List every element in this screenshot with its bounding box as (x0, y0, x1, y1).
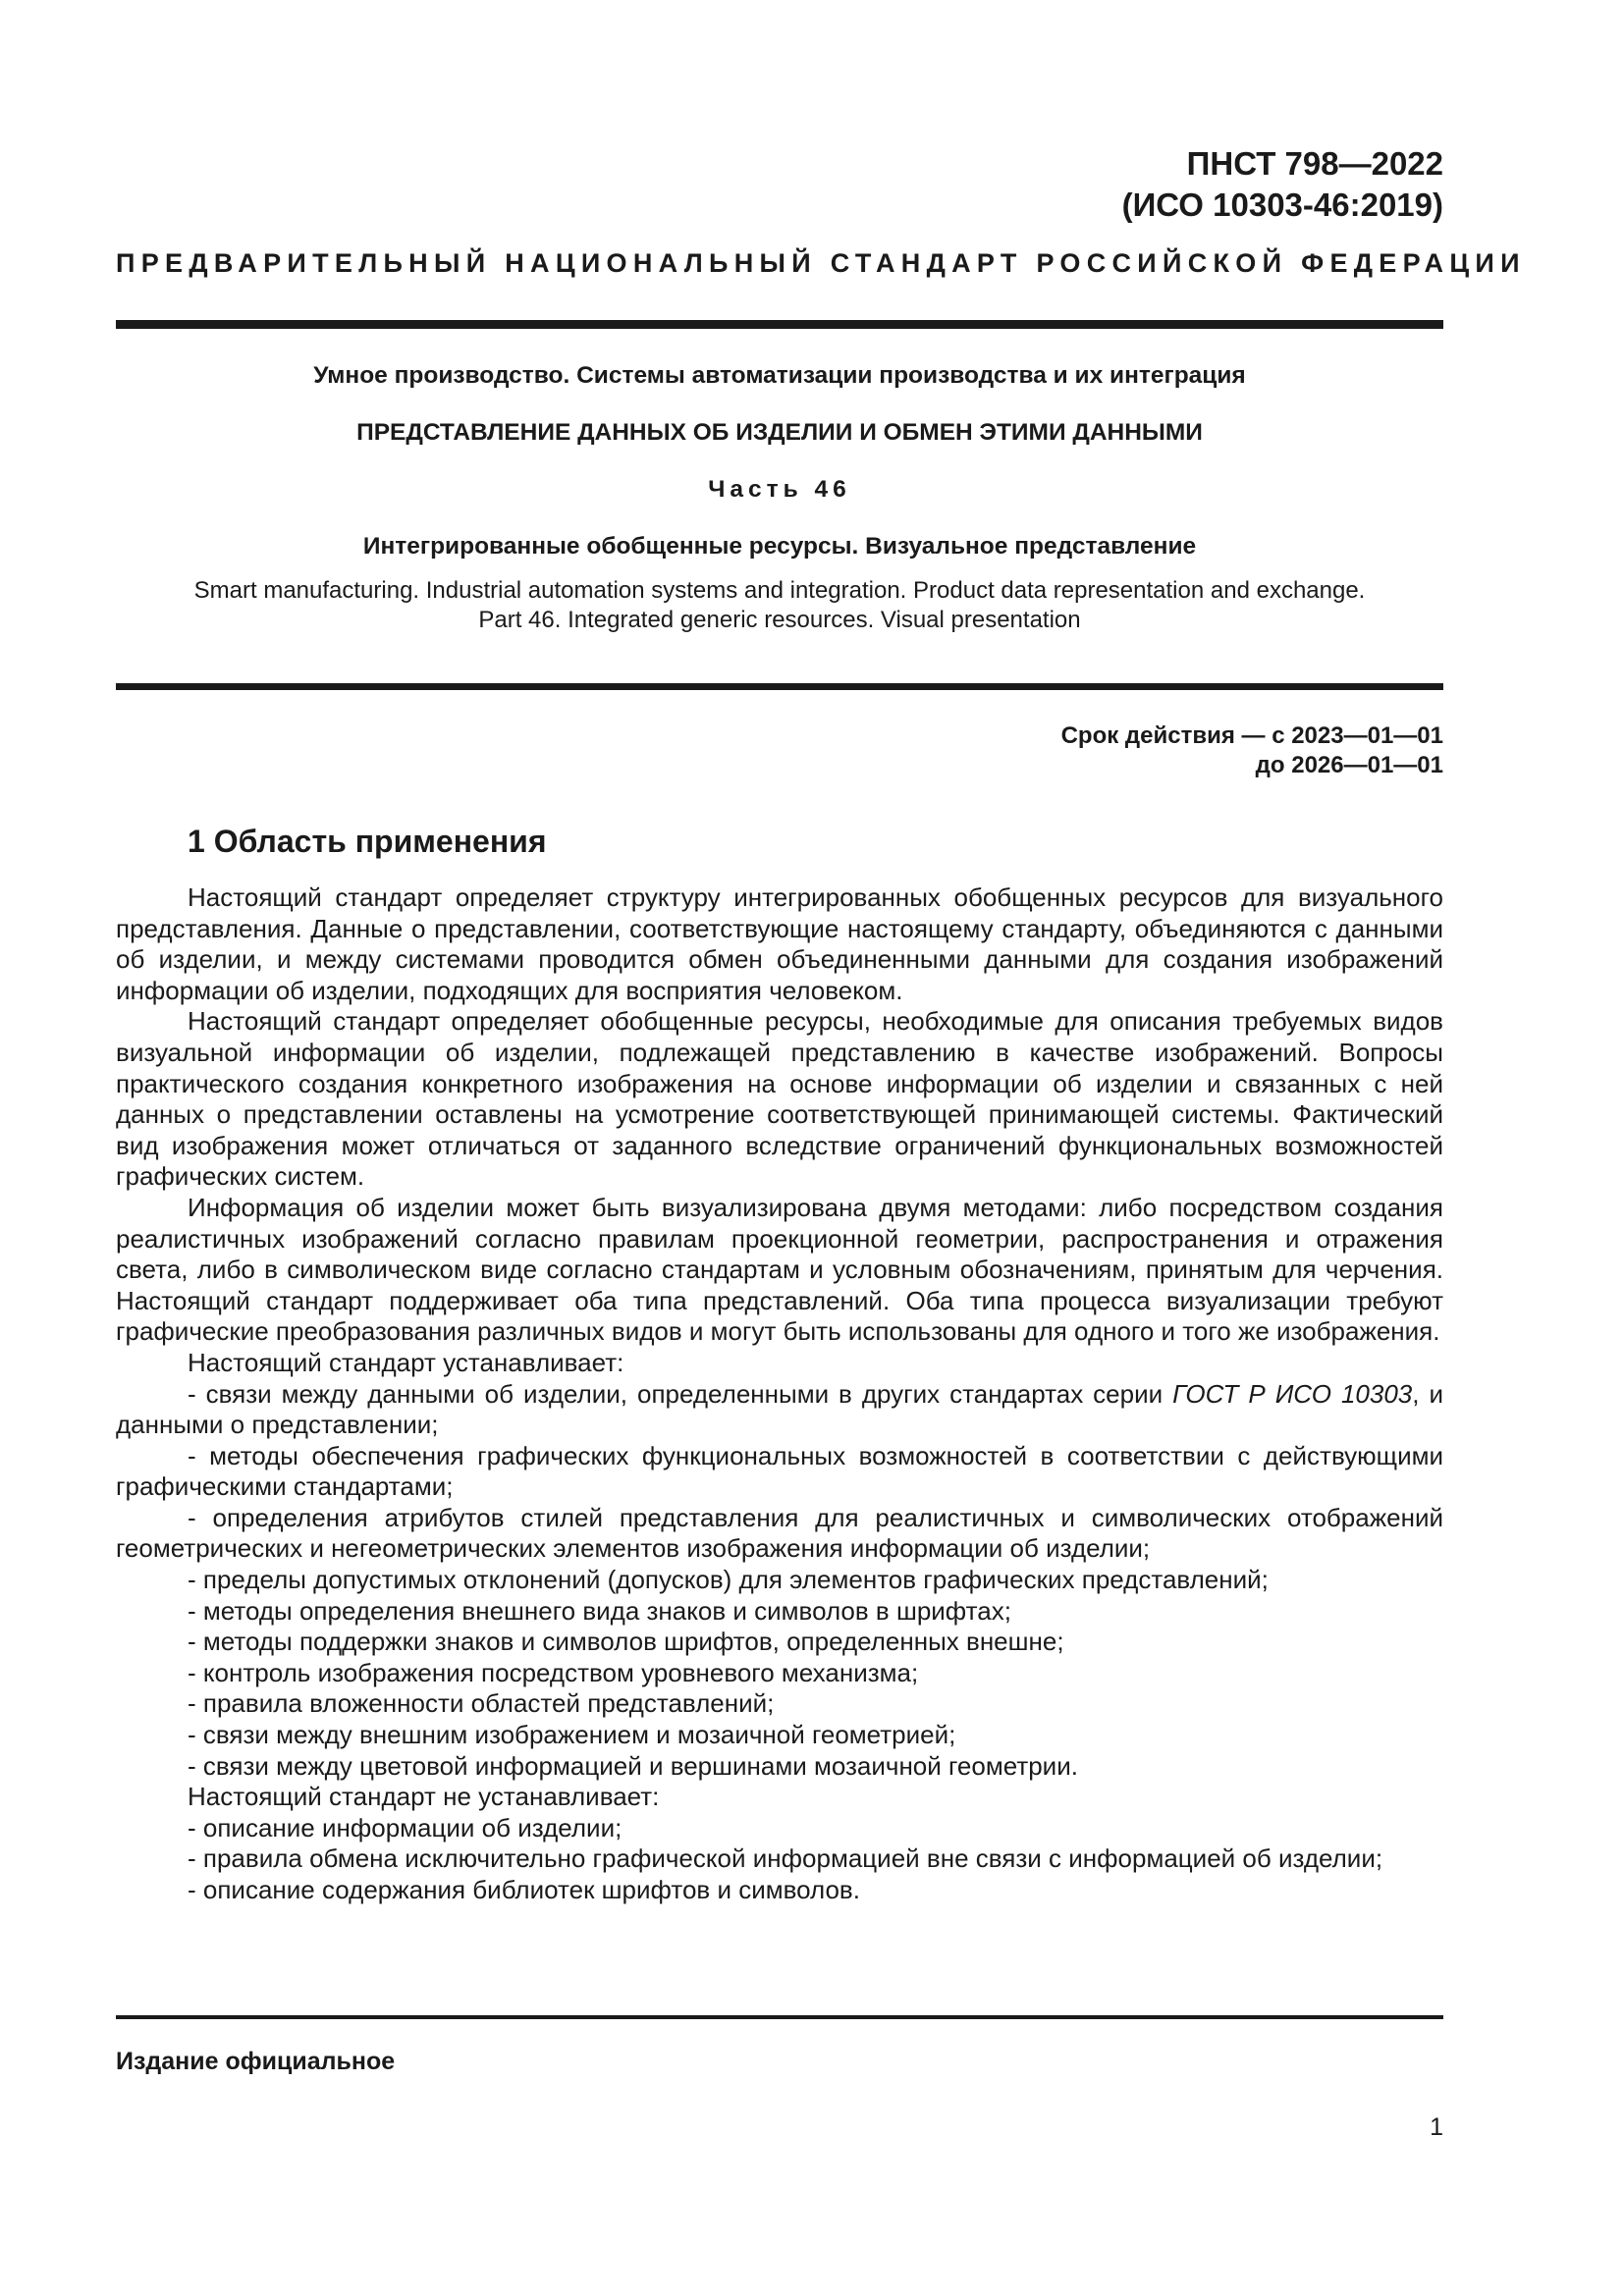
list-item: - описание информации об изделии; (188, 1812, 623, 1842)
english-title (116, 576, 1443, 635)
list-item: - методы поддержки знаков и символов шрифтов, определенных внешне; (188, 1627, 1064, 1657)
top-rule (116, 320, 1443, 329)
english-title-line1: Smart manufacturing. Industrial automation systems and integration. Product data representation and exchange. (193, 577, 1366, 604)
list-item-text: , и данными о представлении; (116, 1378, 1443, 1440)
middle-rule (116, 683, 1443, 690)
list-item: - контроль изображения посредством уровневого механизма; (188, 1657, 919, 1687)
section-body (116, 882, 1443, 1906)
list-item: - описание содержания библиотек шрифтов и символов. (188, 1875, 860, 1904)
english-title-line2: Part 46. Integrated generic resources. Visual presentation (478, 607, 1081, 633)
official-edition-note: Издание официальное (116, 2048, 396, 2075)
not-establishes-intro: Настоящий стандарт не устанавливает: (188, 1782, 660, 1812)
validity-from: Срок действия — с 2023—01—01 (1060, 722, 1443, 749)
title-block (116, 361, 1443, 635)
list-item: - пределы допустимых отклонений (допусков) для элементов графических представлений; (188, 1565, 1269, 1595)
list-item: - определения атрибутов стилей представления для реалистичных и символических отображений геометрических и негеометрических элементов изображения информации об изделии; (116, 1502, 1443, 1564)
list-item (116, 1379, 1443, 1441)
standard-category: ПРЕДВАРИТЕЛЬНЫЙ НАЦИОНАЛЬНЫЙ СТАНДАРТ РОССИЙСКОЙ ФЕДЕРАЦИИ (116, 248, 1526, 278)
establishes-intro: Настоящий стандарт устанавливает: (188, 1347, 624, 1377)
list-item: - правила вложенности областей представлений; (188, 1688, 775, 1719)
part-number: Часть 46 (708, 476, 851, 503)
list-item-text: - связи между данными об изделии, определенными в других стандартах серии (188, 1378, 1173, 1409)
iso-number: (ИСО 10303-46:2019) (1121, 187, 1443, 223)
page-number: 1 (1430, 2113, 1443, 2141)
section-heading: 1 Область применения (188, 824, 547, 859)
paragraph: Настоящий стандарт определяет обобщенные ресурсы, необходимые для описания требуемых видов визуальной информации об изделии, подлежащей представлению в качестве изображений. Вопросы практического создания конкретного изображения на основе информации об изделии и связанных с ней данных о представлении оставлены на усмотрение соответствующей принимающей системы. Фактический вид изображения может отличаться от заданного вследствие ограничений функциональных возможностей графических систем. (116, 1006, 1443, 1192)
list-item: - методы обеспечения графических функциональных возможностей в соответствии с действующими графическими стандартами; (116, 1440, 1443, 1502)
bottom-rule (116, 2015, 1443, 2019)
paragraph: Информация об изделии может быть визуализирована двумя методами: либо посредством создания реалистичных изображений согласно правилам проекционной геометрии, распространения и отражения света, либо в символическом виде согласно стандартам и условным обозначениям, принятым для черчения. Настоящий стандарт поддерживает оба типа представлений. Оба типа процесса визуализации требуют графические преобразования различных видов и могут быть использованы для одного и того же изображения. (116, 1192, 1443, 1347)
list-item: - связи между цветовой информацией и вершинами мозаичной геометрии. (188, 1750, 1078, 1781)
list-item: - методы определения внешнего вида знаков и символов в шрифтах; (188, 1595, 1011, 1626)
list-item: - связи между внешним изображением и мозаичной геометрией; (188, 1720, 956, 1750)
sub-title: ПРЕДСТАВЛЕНИЕ ДАННЫХ ОБ ИЗДЕЛИИ И ОБМЕН ЭТИМИ ДАННЫМИ (356, 419, 1203, 446)
paragraph: Настоящий стандарт определяет структуру интегрированных обобщенных ресурсов для визуального представления. Данные о представлении, соответствующие настоящему стандарту, объединяются с данными об изделии, и между системами проводится обмен объединенными данными для создания изображений информации об изделии, подходящих для восприятия человеком. (116, 882, 1443, 1005)
validity-to: до 2026—01—01 (1255, 752, 1443, 778)
standard-number: ПНСТ 798—2022 (1186, 145, 1443, 182)
standard-reference: ГОСТ Р ИСО 10303 (1172, 1378, 1413, 1409)
list-item: - правила обмена исключительно графической информацией вне связи с информацией об изделии; (188, 1843, 1383, 1874)
main-title: Умное производство. Системы автоматизации производства и их интеграция (313, 362, 1246, 389)
validity-period (1061, 721, 1443, 780)
part-title: Интегрированные обобщенные ресурсы. Визуальное представление (362, 533, 1197, 560)
standard-designation (1122, 143, 1443, 226)
